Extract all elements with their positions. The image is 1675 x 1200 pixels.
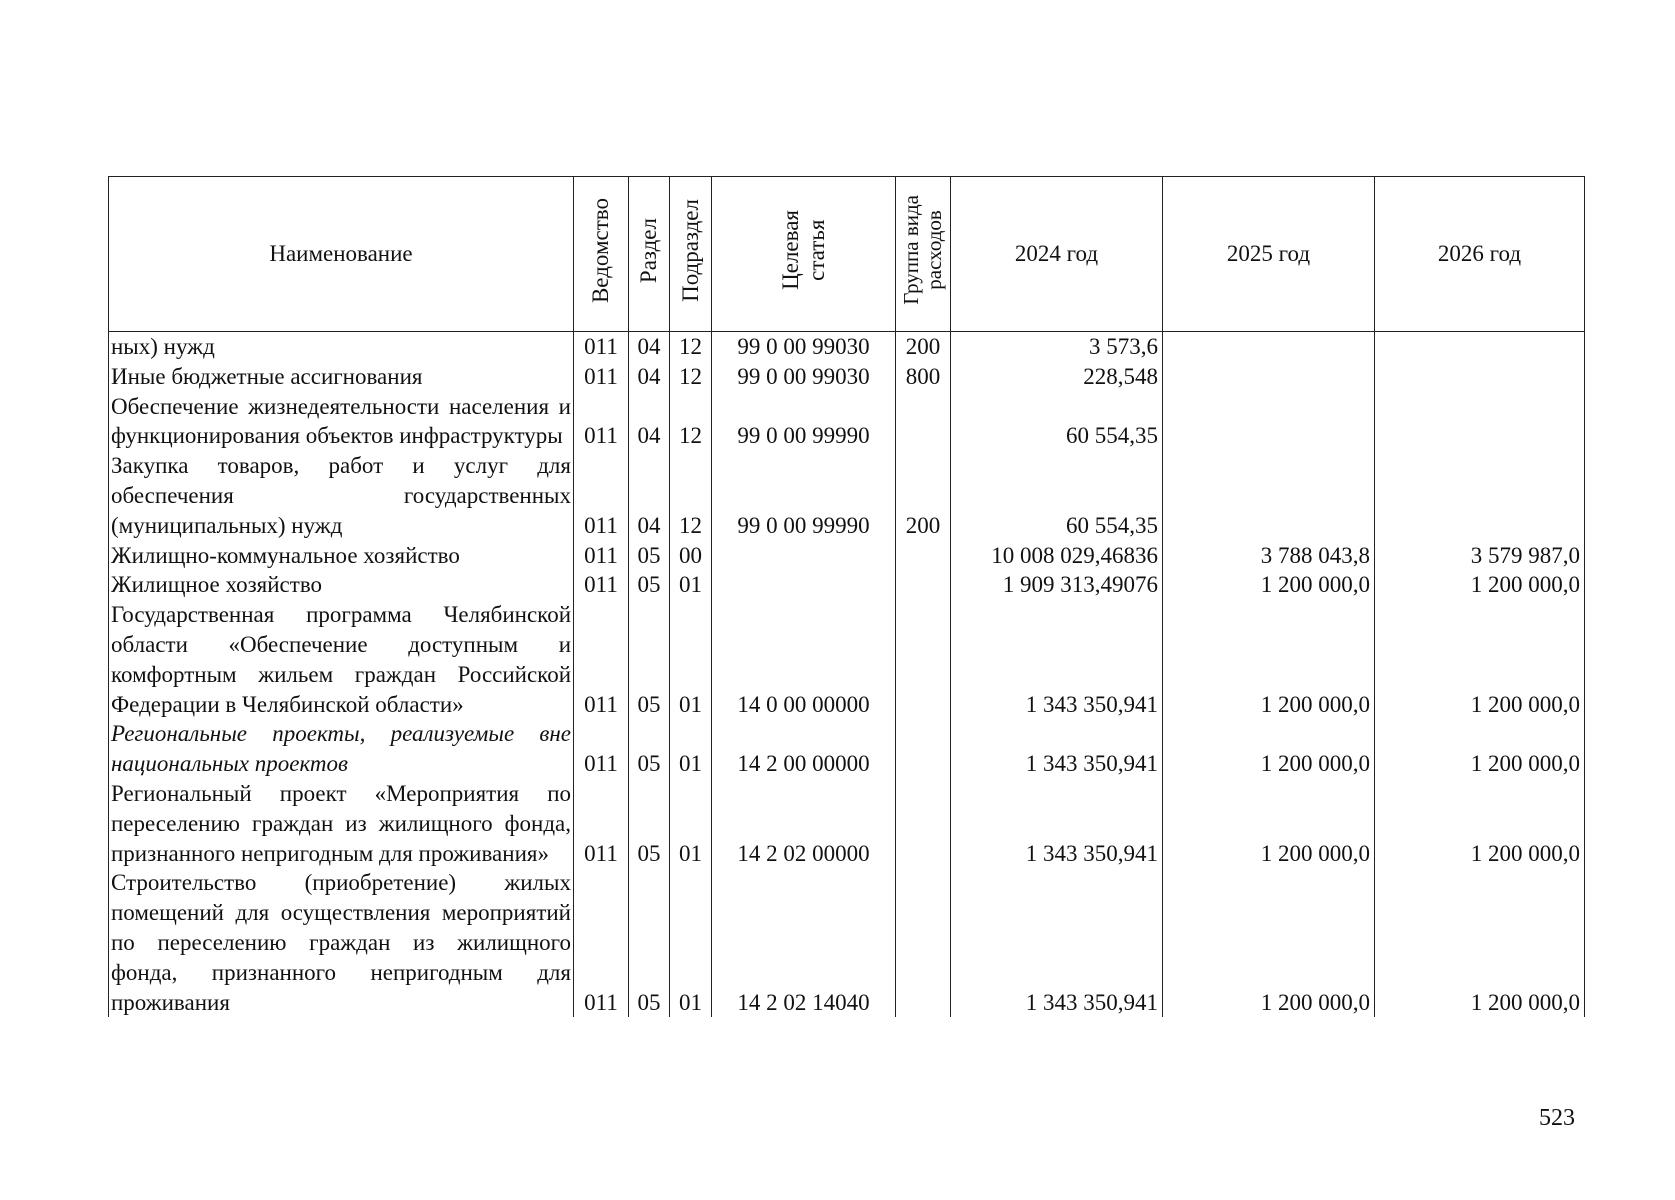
cell-section: 04 [629, 392, 670, 452]
table-row [109, 362, 1585, 392]
cell-2025: 1 200 000,0 [1163, 779, 1375, 868]
cell-target: 99 0 00 99990 [712, 392, 896, 452]
cell-subsection: 01 [670, 600, 712, 719]
cell-name: Жилищное хозяйство [109, 570, 574, 600]
cell-2025: 1 200 000,0 [1163, 868, 1375, 1017]
cell-name: ных) нужд [109, 332, 574, 362]
cell-2024: 1 343 350,941 [951, 719, 1163, 779]
cell-2024: 1 909 313,49076 [951, 570, 1163, 600]
cell-section: 05 [629, 570, 670, 600]
cell-section: 05 [629, 600, 670, 719]
cell-name: Закупка товаров, работ и услуг для обеспечения государственных (муниципальных) нужд [109, 451, 574, 540]
cell-target: 99 0 00 99030 [712, 362, 896, 392]
header-section: Раздел [629, 177, 670, 332]
cell-2024: 1 343 350,941 [951, 779, 1163, 868]
header-dept: Ведомство [574, 177, 629, 332]
table-row [109, 392, 1585, 452]
cell-2026 [1375, 362, 1585, 392]
table-row [109, 779, 1585, 868]
table-row [109, 570, 1585, 600]
table-row [109, 868, 1585, 1017]
cell-2024: 60 554,35 [951, 392, 1163, 452]
cell-subsection: 00 [670, 541, 712, 571]
cell-2025: 1 200 000,0 [1163, 719, 1375, 779]
cell-target: 14 0 00 00000 [712, 600, 896, 719]
cell-target [712, 541, 896, 571]
cell-dept: 011 [574, 451, 629, 540]
cell-name: Обеспечение жизнедеятельности населения и функционирования объектов инфраструктуры [109, 392, 574, 452]
cell-group: 800 [896, 362, 951, 392]
cell-dept: 011 [574, 541, 629, 571]
table-body [109, 332, 1585, 1018]
cell-name: Иные бюджетные ассигнования [109, 362, 574, 392]
cell-subsection: 12 [670, 392, 712, 452]
cell-group [896, 570, 951, 600]
cell-subsection: 12 [670, 362, 712, 392]
cell-subsection: 01 [670, 570, 712, 600]
header-group: Группа вида расходов [896, 177, 951, 332]
cell-2025: 3 788 043,8 [1163, 541, 1375, 571]
cell-name: Региональные проекты, реализуемые вне национальных проектов [109, 719, 574, 779]
cell-2026 [1375, 392, 1585, 452]
cell-2025: 1 200 000,0 [1163, 570, 1375, 600]
budget-table [108, 176, 1585, 1017]
cell-2026: 1 200 000,0 [1375, 570, 1585, 600]
cell-section: 04 [629, 332, 670, 362]
cell-group [896, 541, 951, 571]
cell-target: 14 2 00 00000 [712, 719, 896, 779]
cell-name: Региональный проект «Мероприятия по переселению граждан из жилищного фонда, признанного непригодным для проживания» [109, 779, 574, 868]
cell-name: Жилищно-коммунальное хозяйство [109, 541, 574, 571]
table-row [109, 541, 1585, 571]
cell-group: 200 [896, 451, 951, 540]
cell-section: 05 [629, 541, 670, 571]
cell-section: 05 [629, 779, 670, 868]
table-header-row [109, 177, 1585, 332]
page-number: 523 [1539, 1105, 1575, 1131]
cell-2024: 1 343 350,941 [951, 868, 1163, 1017]
cell-name: Строительство (приобретение) жилых помещений для осуществления мероприятий по переселению граждан из жилищного фонда, признанного непригодным для проживания [109, 868, 574, 1017]
header-2025: 2025 год [1163, 177, 1375, 332]
cell-2025 [1163, 362, 1375, 392]
cell-subsection: 01 [670, 868, 712, 1017]
cell-group [896, 719, 951, 779]
cell-2026: 3 579 987,0 [1375, 541, 1585, 571]
cell-2026 [1375, 451, 1585, 540]
cell-2026: 1 200 000,0 [1375, 600, 1585, 719]
cell-2025: 1 200 000,0 [1163, 600, 1375, 719]
cell-group [896, 600, 951, 719]
cell-target: 14 2 02 00000 [712, 779, 896, 868]
cell-dept: 011 [574, 362, 629, 392]
cell-subsection: 12 [670, 451, 712, 540]
cell-2024: 1 343 350,941 [951, 600, 1163, 719]
cell-2026: 1 200 000,0 [1375, 719, 1585, 779]
cell-2024: 228,548 [951, 362, 1163, 392]
cell-group: 200 [896, 332, 951, 362]
cell-target: 99 0 00 99990 [712, 451, 896, 540]
cell-subsection: 12 [670, 332, 712, 362]
cell-2026: 1 200 000,0 [1375, 868, 1585, 1017]
cell-2025 [1163, 392, 1375, 452]
cell-2024: 60 554,35 [951, 451, 1163, 540]
table-row [109, 719, 1585, 779]
cell-target [712, 570, 896, 600]
cell-section: 04 [629, 451, 670, 540]
cell-2026: 1 200 000,0 [1375, 779, 1585, 868]
header-subsection: Подраздел [670, 177, 712, 332]
cell-2026 [1375, 332, 1585, 362]
cell-2025 [1163, 451, 1375, 540]
table-row [109, 451, 1585, 540]
table-row [109, 600, 1585, 719]
cell-dept: 011 [574, 600, 629, 719]
header-target: Целевая статья [712, 177, 896, 332]
cell-name: Государственная программа Челябинской области «Обеспечение доступным и комфортным жильем граждан Российской Федерации в Челябинской области» [109, 600, 574, 719]
cell-target: 99 0 00 99030 [712, 332, 896, 362]
table-row [109, 332, 1585, 362]
cell-2024: 10 008 029,46836 [951, 541, 1163, 571]
cell-dept: 011 [574, 392, 629, 452]
cell-dept: 011 [574, 779, 629, 868]
header-name: Наименование [109, 177, 574, 332]
cell-group [896, 779, 951, 868]
cell-section: 05 [629, 719, 670, 779]
cell-subsection: 01 [670, 719, 712, 779]
cell-section: 05 [629, 868, 670, 1017]
cell-2024: 3 573,6 [951, 332, 1163, 362]
cell-section: 04 [629, 362, 670, 392]
cell-dept: 011 [574, 570, 629, 600]
header-2026: 2026 год [1375, 177, 1585, 332]
cell-dept: 011 [574, 719, 629, 779]
cell-dept: 011 [574, 868, 629, 1017]
cell-group [896, 392, 951, 452]
cell-group [896, 868, 951, 1017]
cell-target: 14 2 02 14040 [712, 868, 896, 1017]
header-2024: 2024 год [951, 177, 1163, 332]
cell-subsection: 01 [670, 779, 712, 868]
cell-2025 [1163, 332, 1375, 362]
cell-dept: 011 [574, 332, 629, 362]
